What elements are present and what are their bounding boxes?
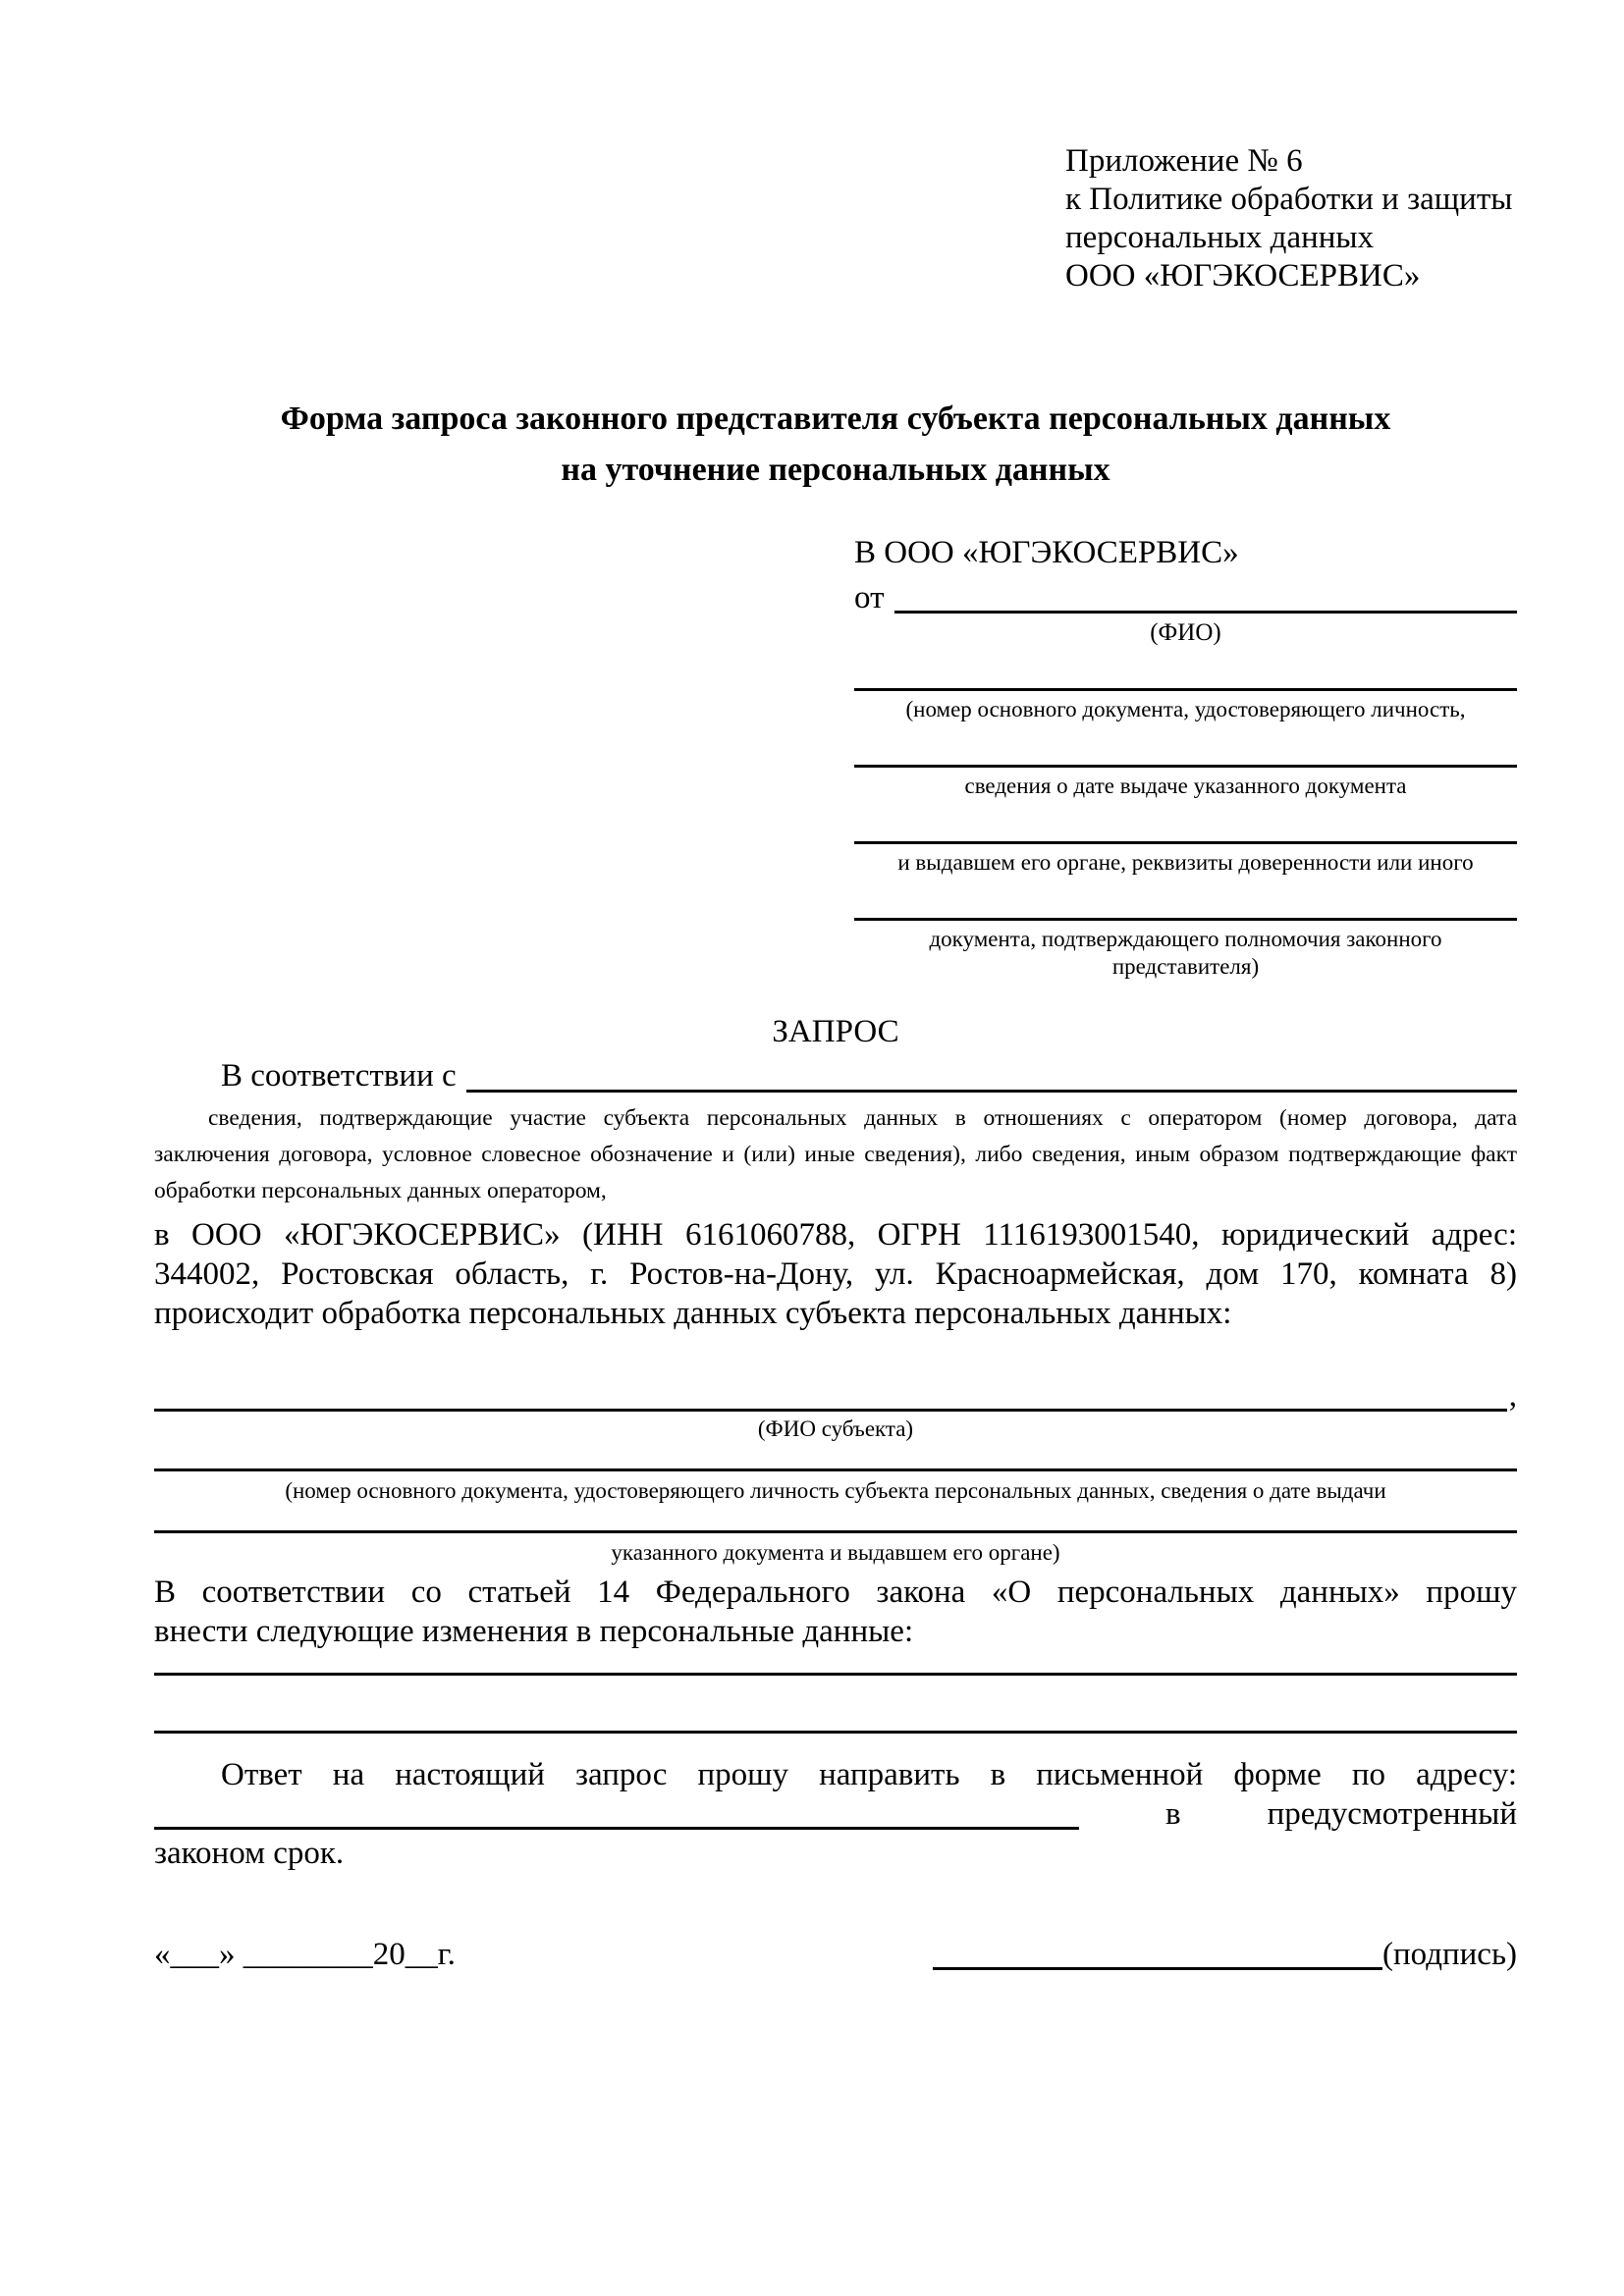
- footnote-line: обработки персональных данных оператором,: [154, 1178, 607, 1203]
- paragraph-line: в ООО «ЮГЭКОСЕРВИС» (ИНН 6161060788, ОГРН 1116193001540, юридический адрес:: [154, 1217, 1517, 1253]
- footnote-line: сведения, подтверждающие участие субъекта персональных данных в отношениях с оператором (номер договора, дата: [208, 1105, 1517, 1131]
- operator-paragraph: [154, 1215, 1517, 1333]
- field-blank-line: [854, 918, 1517, 921]
- subject-doc-field: [154, 1530, 1517, 1567]
- field-caption: документа, подтверждающего полномочия законного представителя): [929, 927, 1442, 979]
- recipient-field: [854, 841, 1517, 877]
- signature-blank-line: [933, 1967, 1382, 1970]
- request-heading: ЗАПРОС: [772, 1014, 899, 1049]
- appendix-header-line: Приложение № 6: [1065, 143, 1303, 179]
- paragraph-line: В соответствии со статьей 14 Федерального закона «О персональных данных» прошу: [154, 1575, 1517, 1610]
- changes-blank-line: [154, 1731, 1517, 1734]
- subject-blank-line: [154, 1409, 1507, 1412]
- answer-word-rest: предусмотренный: [1267, 1796, 1517, 1832]
- recipient-field: [854, 688, 1517, 723]
- subject-line-row: [154, 1376, 1517, 1415]
- subject-fio-caption: (ФИО субъекта): [757, 1416, 914, 1441]
- from-label: от: [854, 580, 885, 615]
- signature-caption: (подпись): [1382, 1937, 1517, 1972]
- paragraph-line: происходит обработка персональных данных субъекта персональных данных:: [154, 1296, 1232, 1331]
- recipient-to: В ООО «ЮГЭКОСЕРВИС»: [854, 535, 1239, 570]
- answer-word-v: в: [1165, 1796, 1181, 1832]
- from-blank-line: [894, 611, 1518, 614]
- field-caption: (номер основного документа, удостоверяющего личность субъекта персональных данных, сведения о дате выдачи: [285, 1478, 1386, 1503]
- address-blank-line: [154, 1827, 1079, 1830]
- appendix-header: [1065, 142, 1517, 295]
- field-blank-line: [854, 765, 1517, 768]
- field-blank-line: [154, 1530, 1517, 1533]
- changes-blank-line: [154, 1673, 1517, 1676]
- field-blank-line: [854, 841, 1517, 844]
- intro-label: В соответствии с: [221, 1058, 457, 1094]
- field-caption: (номер основного документа, удостоверяющего личность,: [905, 697, 1466, 721]
- recipient-field: [854, 765, 1517, 800]
- field-blank-line: [854, 688, 1517, 691]
- date-text: «___» ________20__г.: [154, 1937, 456, 1972]
- from-row: [854, 578, 1517, 617]
- recipient-block: [854, 533, 1517, 981]
- intro-blank-line: [466, 1090, 1517, 1093]
- field-blank-line: [154, 1468, 1517, 1471]
- law-paragraph: [154, 1573, 1517, 1651]
- footer-row: [154, 1934, 1517, 1975]
- subject-comma: ,: [1508, 1378, 1517, 1414]
- paragraph-line: внести следующие изменения в персональные данные:: [154, 1614, 914, 1649]
- document-title: [154, 394, 1517, 496]
- document-title-line: Форма запроса законного представителя субъекта персональных данных: [280, 400, 1391, 437]
- answer-line-3: законом срок.: [154, 1836, 345, 1871]
- footnote-line: заключения договора, условное словесное обозначение и (или) иные сведения), либо сведения, иным образом подтверждающие факт: [154, 1142, 1517, 1167]
- paragraph-line: 344002, Ростовская область, г. Ростов-на-Дону, ул. Красноармейская, дом 170, комната 8): [154, 1256, 1517, 1292]
- answer-line-1: Ответ на настоящий запрос прошу направить в письменной форме по адресу:: [221, 1757, 1517, 1792]
- field-caption: и выдавшем его органе, реквизиты доверенности или иного: [897, 850, 1474, 875]
- recipient-field: [854, 918, 1517, 981]
- fio-caption: (ФИО): [1150, 619, 1221, 646]
- appendix-header-line: ООО «ЮГЭКОСЕРВИС»: [1065, 258, 1421, 294]
- field-caption: сведения о дате выдаче указанного документа: [964, 774, 1407, 798]
- answer-paragraph: [154, 1755, 1517, 1873]
- answer-line-2: [154, 1794, 1517, 1834]
- appendix-header-line: к Политике обработки и защиты: [1065, 182, 1513, 217]
- appendix-header-line: персональных данных: [1065, 220, 1375, 255]
- footnote: [154, 1100, 1517, 1209]
- field-caption: указанного документа и выдавшем его органе): [611, 1540, 1060, 1565]
- subject-doc-field: [154, 1468, 1517, 1505]
- intro-row: [154, 1055, 1517, 1096]
- document-title-line: на уточнение персональных данных: [561, 452, 1110, 488]
- signature-group: [933, 1934, 1517, 1975]
